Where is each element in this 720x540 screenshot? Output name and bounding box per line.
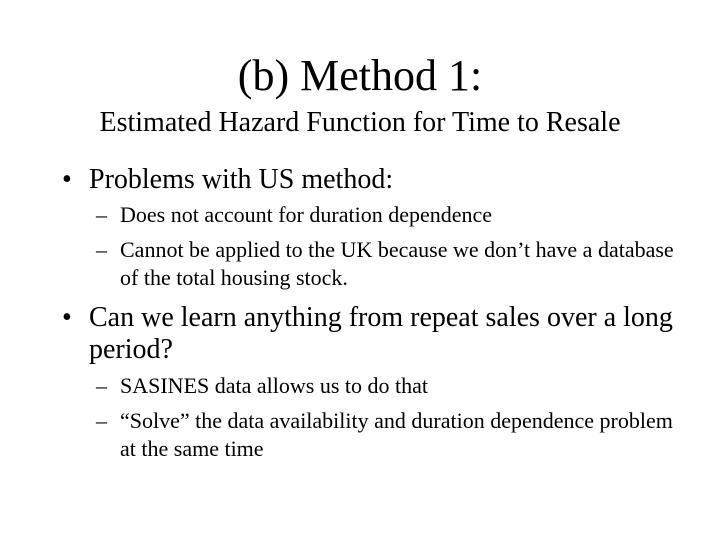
bullet-text: Can we learn anything from repeat sales over a long period? [89, 302, 673, 365]
sub-bullet-marker: – [96, 408, 107, 433]
sub-bullet-marker: – [96, 373, 107, 398]
sub-bullet-marker: – [96, 237, 107, 262]
bullet-marker: • [62, 164, 72, 195]
sub-bullet-text: “Solve” the data availability and duration dependence problem at the same time [120, 408, 673, 461]
bullet-text: Problems with US method: [89, 164, 394, 195]
sub-bullet-text: Cannot be applied to the UK because we don’t have a database of the total housing stock. [120, 237, 674, 290]
slide-subtitle: Estimated Hazard Function for Time to Resale [99, 107, 621, 138]
slide-title: (b) Method 1: [237, 51, 483, 100]
sub-bullet-text: Does not account for duration dependence [120, 202, 493, 227]
sub-bullet-text: SASINES data allows us to do that [120, 373, 428, 398]
bullet-marker: • [62, 302, 72, 333]
sub-bullet-marker: – [96, 202, 107, 227]
